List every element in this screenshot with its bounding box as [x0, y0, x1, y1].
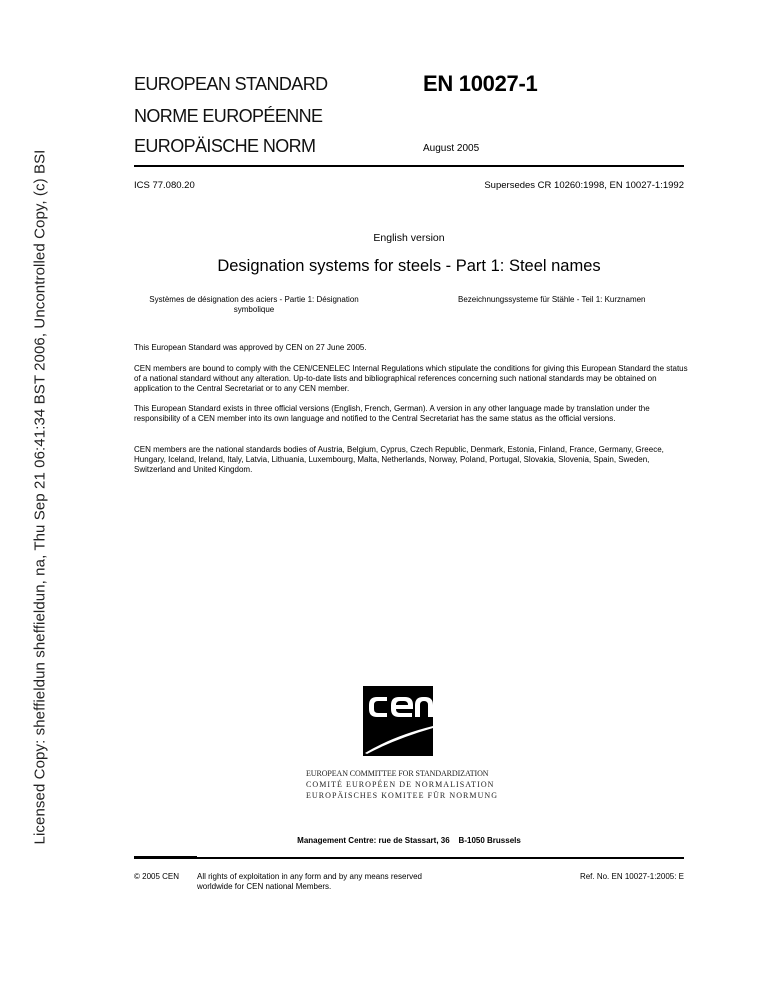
german-title: Bezeichnungssysteme für Stähle - Teil 1: Kurznamen	[458, 295, 646, 304]
cen-logo	[363, 686, 433, 756]
committee-name-french: COMITÉ EUROPÉEN DE NORMALISATION	[306, 780, 495, 789]
versions-paragraph: This European Standard exists in three official versions (English, French, German). A version in any other language made by translation under the responsibility of a CEN member into its own language and notified to the Central Secretariat has the same status as the official versions.	[134, 404, 650, 423]
approval-paragraph: This European Standard was approved by CEN on 27 June 2005.	[134, 343, 367, 352]
cen-logo-mark-icon	[363, 686, 433, 756]
rights-statement	[197, 872, 422, 892]
supersedes-note: Supersedes CR 10260:1998, EN 10027-1:1992	[484, 180, 684, 191]
footer-rule-thick	[134, 856, 197, 859]
language-version: English version	[373, 232, 445, 244]
ics-code: ICS 77.080.20	[134, 180, 195, 191]
document-number: EN 10027-1	[423, 71, 538, 96]
compliance-paragraph: CEN members are bound to comply with the CEN/CENELEC Internal Regulations which stipulate the conditions for giving this European Standard the status of a national standard without any alteration. Up-to-date lists and bibliographical references concerning such national standards may be obtained on application to the Central Secretariat or to any CEN member.	[134, 364, 688, 393]
header-rule	[134, 165, 684, 167]
document-title: Designation systems for steels - Part 1: Steel names	[217, 257, 601, 275]
footer-rule	[197, 857, 684, 859]
rights-line-2: worldwide for CEN national Members.	[197, 882, 332, 891]
license-watermark: Licensed Copy: sheffieldun sheffieldun, na, Thu Sep 21 06:41:34 BST 2006, Uncontrolled Copy, (c) BSI	[31, 149, 49, 845]
title-english: EUROPEAN STANDARD	[134, 74, 328, 94]
title-french: NORME EUROPÉENNE	[134, 106, 323, 126]
committee-names	[306, 768, 526, 801]
french-title-line1: Systèmes de désignation des aciers - Partie 1: Désignation	[149, 295, 359, 304]
french-title	[134, 295, 374, 315]
committee-name-english: EUROPEAN COMMITTEE FOR STANDARDIZATION	[306, 769, 489, 778]
copyright: © 2005 CEN	[134, 872, 180, 881]
members-paragraph: CEN members are the national standards bodies of Austria, Belgium, Cyprus, Czech Republic, Denmark, Estonia, Finland, France, Germany, Greece, Hungary, Iceland, Ireland, Italy, Latvia, Lithuania, Luxembourg, Malta, Netherlands, Norway, Poland, Portugal, Slovakia, Slovenia, Spain, Sweden, Switzerland and United Kingdom.	[134, 445, 664, 474]
rights-line-1: All rights of exploitation in any form and by any means reserved	[197, 872, 423, 881]
management-centre-address: Management Centre: rue de Stassart, 36 B-1050 Brussels	[297, 836, 521, 845]
reference-number: Ref. No. EN 10027-1:2005: E	[579, 872, 684, 881]
committee-name-german: EUROPÄISCHES KOMITEE FÜR NORMUNG	[306, 791, 499, 800]
publication-date: August 2005	[423, 143, 480, 154]
title-german: EUROPÄISCHE NORM	[134, 136, 316, 156]
french-title-line2: symbolique	[233, 305, 275, 314]
